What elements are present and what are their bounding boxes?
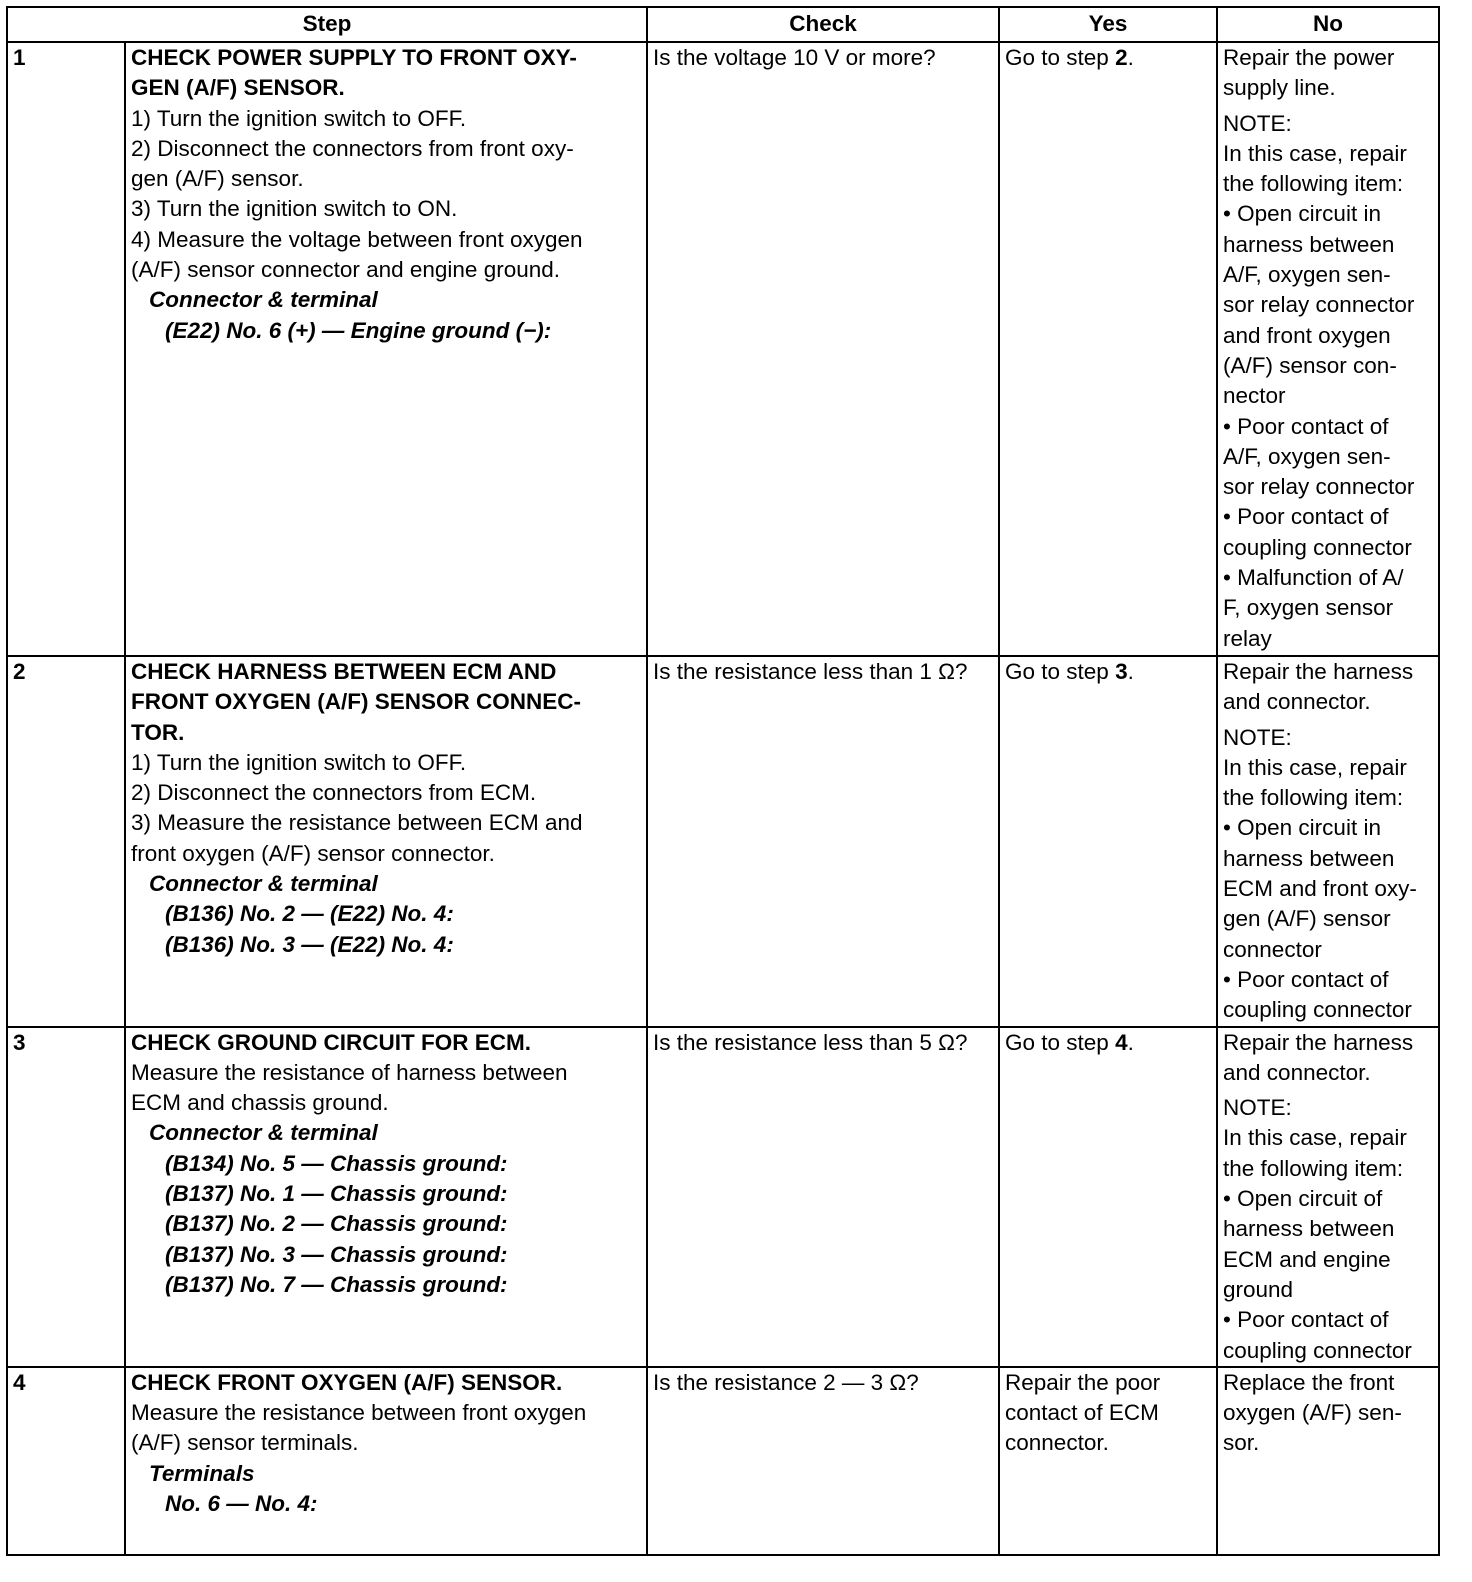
terminal-spec: (E22) No. 6 (+) — Engine ground (−): bbox=[165, 317, 552, 343]
note-line: harness between bbox=[1223, 845, 1395, 871]
step-line: 4) Measure the voltage between front oxygen bbox=[131, 226, 583, 252]
step-number: 4 bbox=[7, 1367, 125, 1555]
note-line: In this case, repair bbox=[1223, 1125, 1407, 1151]
note-line: the following item: bbox=[1223, 171, 1404, 197]
no-main-line: and connector. bbox=[1223, 689, 1371, 715]
note-label: NOTE: bbox=[1223, 1095, 1292, 1121]
terminal-spec: (B137) No. 3 — Chassis ground: bbox=[165, 1241, 508, 1267]
no-cell bbox=[1217, 1367, 1439, 1555]
no-main-line: sor. bbox=[1223, 1430, 1260, 1456]
yes-cell bbox=[999, 1027, 1217, 1367]
note-line: connector bbox=[1223, 936, 1322, 962]
table-row bbox=[7, 1367, 1439, 1555]
note-line: harness between bbox=[1223, 1216, 1395, 1242]
step-line: Measure the resistance between front oxygen bbox=[131, 1400, 587, 1426]
step-line: Measure the resistance of harness between bbox=[131, 1059, 568, 1085]
terminal-spec: (B137) No. 7 — Chassis ground: bbox=[165, 1271, 508, 1297]
note-line: (A/F) sensor con- bbox=[1223, 352, 1397, 378]
table-row bbox=[7, 1027, 1439, 1367]
note-line: • Poor contact of bbox=[1223, 413, 1389, 439]
yes-step-ref: 4 bbox=[1115, 1029, 1128, 1055]
terminal-spec: (B136) No. 3 — (E22) No. 4: bbox=[165, 931, 454, 957]
step-cell bbox=[125, 1367, 647, 1555]
no-cell bbox=[1217, 656, 1439, 1027]
yes-line: Repair the poor bbox=[1005, 1369, 1161, 1395]
table-row bbox=[7, 42, 1439, 656]
note-line: In this case, repair bbox=[1223, 140, 1407, 166]
step-body bbox=[131, 104, 641, 286]
header-check: Check bbox=[647, 7, 999, 42]
step-line: (A/F) sensor terminals. bbox=[131, 1430, 359, 1456]
header-yes: Yes bbox=[999, 7, 1217, 42]
note-line: • Open circuit in bbox=[1223, 815, 1381, 841]
yes-text: Go to step bbox=[1005, 659, 1116, 684]
header-step: Step bbox=[7, 7, 647, 42]
step-title-line: TOR. bbox=[131, 719, 185, 745]
step-body bbox=[131, 1058, 641, 1119]
note-line: harness between bbox=[1223, 231, 1395, 257]
note-line: the following item: bbox=[1223, 785, 1404, 811]
no-cell bbox=[1217, 1027, 1439, 1367]
note-label: NOTE: bbox=[1223, 110, 1292, 136]
note-line: • Poor contact of bbox=[1223, 1307, 1389, 1333]
note-line: gen (A/F) sensor bbox=[1223, 906, 1391, 932]
step-title bbox=[131, 43, 641, 104]
header-row bbox=[7, 7, 1439, 42]
no-main-line: supply line. bbox=[1223, 75, 1336, 101]
note-line: sor relay connector bbox=[1223, 474, 1415, 500]
step-body bbox=[131, 1398, 641, 1459]
step-line: front oxygen (A/F) sensor connector. bbox=[131, 840, 495, 866]
step-cell bbox=[125, 1027, 647, 1367]
step-line: 3) Turn the ignition switch to ON. bbox=[131, 196, 458, 222]
check-cell: Is the resistance 2 — 3 Ω? bbox=[647, 1367, 999, 1555]
note-line: the following item: bbox=[1223, 1155, 1404, 1181]
note-line: coupling connector bbox=[1223, 534, 1412, 560]
yes-suffix: . bbox=[1127, 45, 1134, 70]
note-line: ECM and engine bbox=[1223, 1246, 1391, 1272]
note-line: coupling connector bbox=[1223, 997, 1412, 1023]
step-line: (A/F) sensor connector and engine ground. bbox=[131, 257, 561, 283]
note-line: and front oxygen bbox=[1223, 322, 1391, 348]
step-cell bbox=[125, 42, 647, 656]
note-line: In this case, repair bbox=[1223, 754, 1407, 780]
yes-cell bbox=[999, 1367, 1217, 1555]
yes-step-ref: 3 bbox=[1115, 659, 1128, 684]
step-title-line: CHECK HARNESS BETWEEN ECM AND bbox=[131, 659, 557, 684]
note-line: A/F, oxygen sen- bbox=[1223, 262, 1391, 288]
check-cell: Is the resistance less than 1 Ω? bbox=[647, 656, 999, 1027]
no-main-line: Replace the front bbox=[1223, 1369, 1395, 1395]
step-body bbox=[131, 748, 641, 869]
note-line: nector bbox=[1223, 383, 1286, 409]
yes-line: contact of ECM bbox=[1005, 1400, 1159, 1426]
note-line: ground bbox=[1223, 1276, 1294, 1302]
terminal-spec: (B137) No. 2 — Chassis ground: bbox=[165, 1211, 508, 1237]
header-no: No bbox=[1217, 7, 1439, 42]
terminal-spec: (B137) No. 1 — Chassis ground: bbox=[165, 1181, 508, 1207]
step-line: ECM and chassis ground. bbox=[131, 1090, 389, 1116]
note-line: relay bbox=[1223, 625, 1272, 651]
no-main-line: Repair the power bbox=[1223, 45, 1395, 70]
step-line: 2) Disconnect the connectors from ECM. bbox=[131, 780, 537, 806]
terminal-spec: No. 6 — No. 4: bbox=[165, 1491, 318, 1517]
yes-text: Go to step bbox=[1005, 45, 1116, 70]
step-line: 2) Disconnect the connectors from front oxy- bbox=[131, 135, 574, 161]
terminal-spec: (B134) No. 5 — Chassis ground: bbox=[165, 1150, 508, 1176]
yes-step-ref: 2 bbox=[1115, 45, 1128, 70]
step-line: gen (A/F) sensor. bbox=[131, 166, 304, 192]
step-line: 3) Measure the resistance between ECM and bbox=[131, 810, 583, 836]
note-line: • Malfunction of A/ bbox=[1223, 565, 1404, 591]
note-line: F, oxygen sensor bbox=[1223, 595, 1394, 621]
step-number: 2 bbox=[7, 656, 125, 1027]
connector-heading: Connector & terminal bbox=[149, 871, 378, 897]
terminals-heading: Terminals bbox=[149, 1460, 255, 1486]
check-cell: Is the resistance less than 5 Ω? bbox=[647, 1027, 999, 1367]
note-line: • Open circuit of bbox=[1223, 1186, 1383, 1212]
yes-text: Go to step bbox=[1005, 1029, 1116, 1055]
step-line: 1) Turn the ignition switch to OFF. bbox=[131, 749, 467, 775]
terminal-spec: (B136) No. 2 — (E22) No. 4: bbox=[165, 901, 454, 927]
no-main-line: and connector. bbox=[1223, 1059, 1371, 1085]
step-number: 3 bbox=[7, 1027, 125, 1367]
yes-suffix: . bbox=[1127, 659, 1134, 684]
no-main-line: Repair the harness bbox=[1223, 659, 1414, 684]
yes-cell bbox=[999, 656, 1217, 1027]
note-line: • Poor contact of bbox=[1223, 504, 1389, 530]
note-line: sor relay connector bbox=[1223, 292, 1415, 318]
step-cell bbox=[125, 656, 647, 1027]
note-label: NOTE: bbox=[1223, 724, 1292, 750]
step-title bbox=[131, 1028, 641, 1058]
no-main-line: Repair the harness bbox=[1223, 1029, 1414, 1055]
note-line: A/F, oxygen sen- bbox=[1223, 443, 1391, 469]
step-title-line: GEN (A/F) SENSOR. bbox=[131, 75, 345, 101]
no-main-line: oxygen (A/F) sen- bbox=[1223, 1400, 1402, 1426]
step-title-line: CHECK GROUND CIRCUIT FOR ECM. bbox=[131, 1029, 531, 1055]
note-line: • Open circuit in bbox=[1223, 201, 1381, 227]
step-title-line: CHECK POWER SUPPLY TO FRONT OXY- bbox=[131, 45, 577, 70]
step-title bbox=[131, 657, 641, 748]
note-line: ECM and front oxy- bbox=[1223, 876, 1417, 902]
check-cell: Is the voltage 10 V or more? bbox=[647, 42, 999, 656]
diagnostic-table bbox=[6, 6, 1440, 1556]
table-row bbox=[7, 656, 1439, 1027]
note-line: coupling connector bbox=[1223, 1337, 1412, 1363]
no-cell bbox=[1217, 42, 1439, 656]
step-title-line: FRONT OXYGEN (A/F) SENSOR CONNEC- bbox=[131, 689, 582, 715]
yes-suffix: . bbox=[1127, 1029, 1134, 1055]
step-title-line: CHECK FRONT OXYGEN (A/F) SENSOR. bbox=[131, 1369, 563, 1395]
yes-cell bbox=[999, 42, 1217, 656]
yes-line: connector. bbox=[1005, 1430, 1109, 1456]
step-line: 1) Turn the ignition switch to OFF. bbox=[131, 105, 467, 131]
note-line: • Poor contact of bbox=[1223, 966, 1389, 992]
connector-heading: Connector & terminal bbox=[149, 287, 378, 313]
step-title bbox=[131, 1368, 641, 1398]
step-number: 1 bbox=[7, 42, 125, 656]
connector-heading: Connector & terminal bbox=[149, 1120, 378, 1146]
